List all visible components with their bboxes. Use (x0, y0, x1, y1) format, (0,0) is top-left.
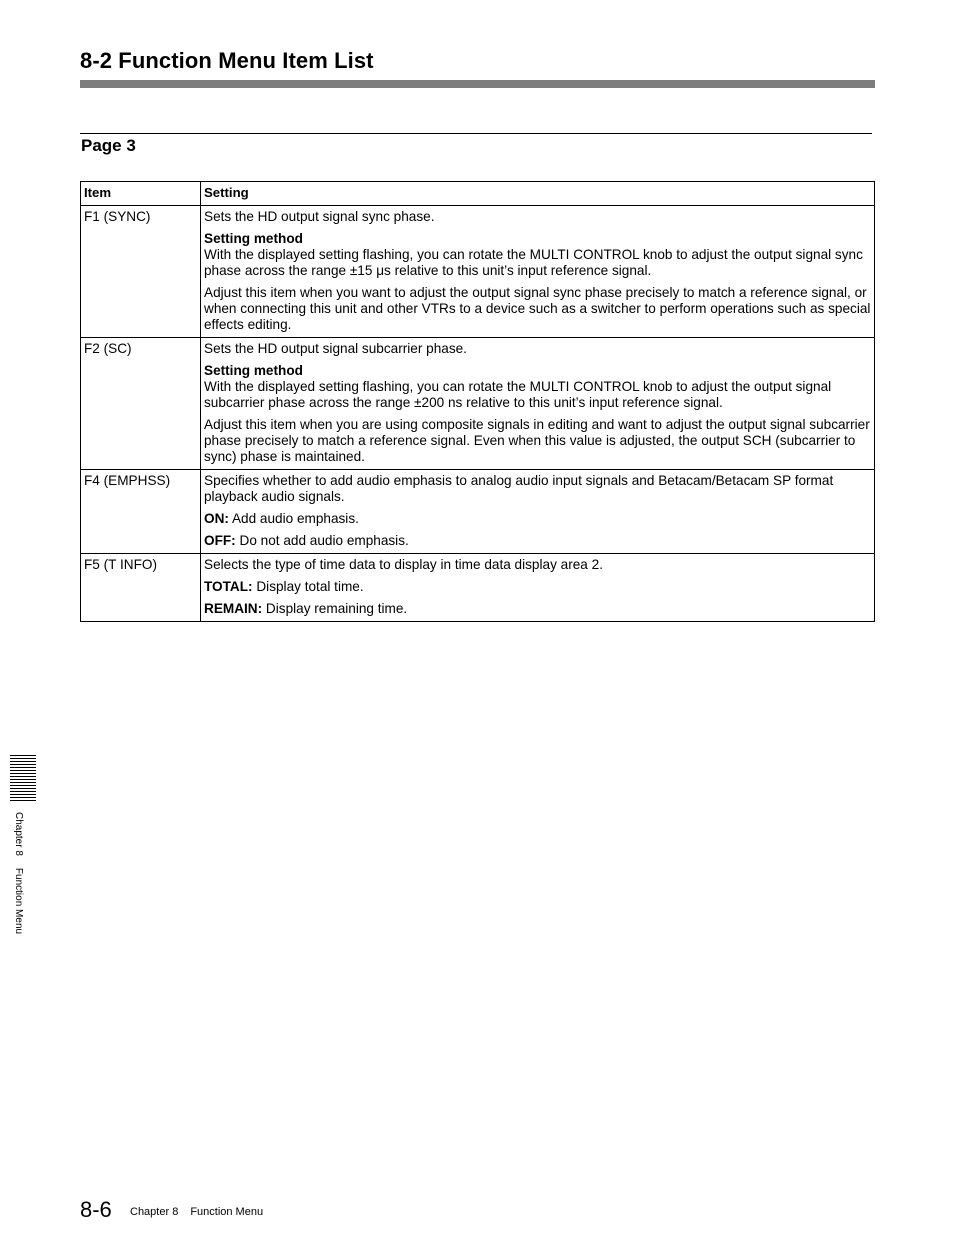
page-heading-rule (80, 133, 872, 134)
setting-text: Selects the type of time data to display in time data display area 2. (204, 557, 603, 572)
option-text: Display total time. (252, 579, 364, 594)
setting-cell (201, 338, 875, 470)
option-label: ON: (204, 511, 229, 526)
option-text: Add audio emphasis. (228, 511, 359, 526)
item-cell: F4 (EMPHSS) (81, 470, 201, 554)
setting-option (204, 601, 871, 617)
item-cell: F1 (SYNC) (81, 206, 201, 338)
section-title: 8-2 Function Menu Item List (80, 48, 374, 73)
sidebar-chapter-label (13, 812, 24, 934)
setting-paragraph (204, 231, 871, 279)
setting-text: Sets the HD output signal sync phase. (204, 209, 435, 224)
setting-text: With the displayed setting flashing, you can rotate the MULTI CONTROL knob to adjust the output signal subcarrier phase across the range ±200 ns relative to this unit’s input reference signal. (204, 379, 832, 410)
footer-chapter-label (130, 1206, 263, 1218)
setting-text: Sets the HD output signal subcarrier phase. (204, 341, 467, 356)
setting-cell (201, 206, 875, 338)
table-row (81, 470, 875, 554)
table-row (81, 338, 875, 470)
setting-text: With the displayed setting flashing, you can rotate the MULTI CONTROL knob to adjust the output signal sync phase across the range ±15 μs relative to this unit’s input reference signal. (204, 247, 863, 278)
table-header-row (81, 182, 875, 206)
setting-text: Adjust this item when you are using composite signals in editing and want to adjust the output signal subcarrier phase precisely to match a reference signal. Even when this value is adjusted, the output SCH (subcarrier to sync) phase is maintained. (204, 417, 870, 464)
setting-paragraph (204, 363, 871, 411)
column-header-item: Item (81, 182, 201, 206)
title-bar (80, 80, 875, 88)
option-text: Do not add audio emphasis. (235, 533, 409, 548)
setting-option (204, 579, 871, 595)
function-menu-table (80, 181, 875, 622)
setting-cell (201, 554, 875, 622)
setting-option (204, 511, 871, 527)
setting-subheading: Setting method (204, 363, 303, 378)
option-label: OFF: (204, 533, 236, 548)
table-row (81, 554, 875, 622)
option-text: Display remaining time. (262, 601, 408, 616)
page-heading: Page 3 (81, 136, 136, 155)
footer-title: Function Menu (190, 1206, 264, 1218)
sidebar-title: Function Menu (13, 867, 24, 935)
footer-chapter: Chapter 8 (130, 1206, 179, 1218)
setting-subheading: Setting method (204, 231, 303, 246)
item-cell: F5 (T INFO) (81, 554, 201, 622)
item-cell: F2 (SC) (81, 338, 201, 470)
sidebar-chapter: Chapter 8 (13, 812, 24, 856)
page-number: 8-6 (80, 1197, 112, 1222)
option-label: TOTAL: (204, 579, 253, 594)
column-header-setting: Setting (201, 182, 875, 206)
chapter-tab-stripes (10, 755, 36, 801)
setting-option (204, 533, 871, 549)
setting-cell (201, 470, 875, 554)
setting-text: Specifies whether to add audio emphasis to analog audio input signals and Betacam/Betacam SP format playback audio signals. (204, 473, 834, 504)
setting-text: Adjust this item when you want to adjust the output signal sync phase precisely to match a reference signal, or when connecting this unit and other VTRs to a device such as a switcher to perform operations such as special effects editing. (204, 285, 871, 332)
table-row (81, 206, 875, 338)
option-label: REMAIN: (204, 601, 263, 616)
